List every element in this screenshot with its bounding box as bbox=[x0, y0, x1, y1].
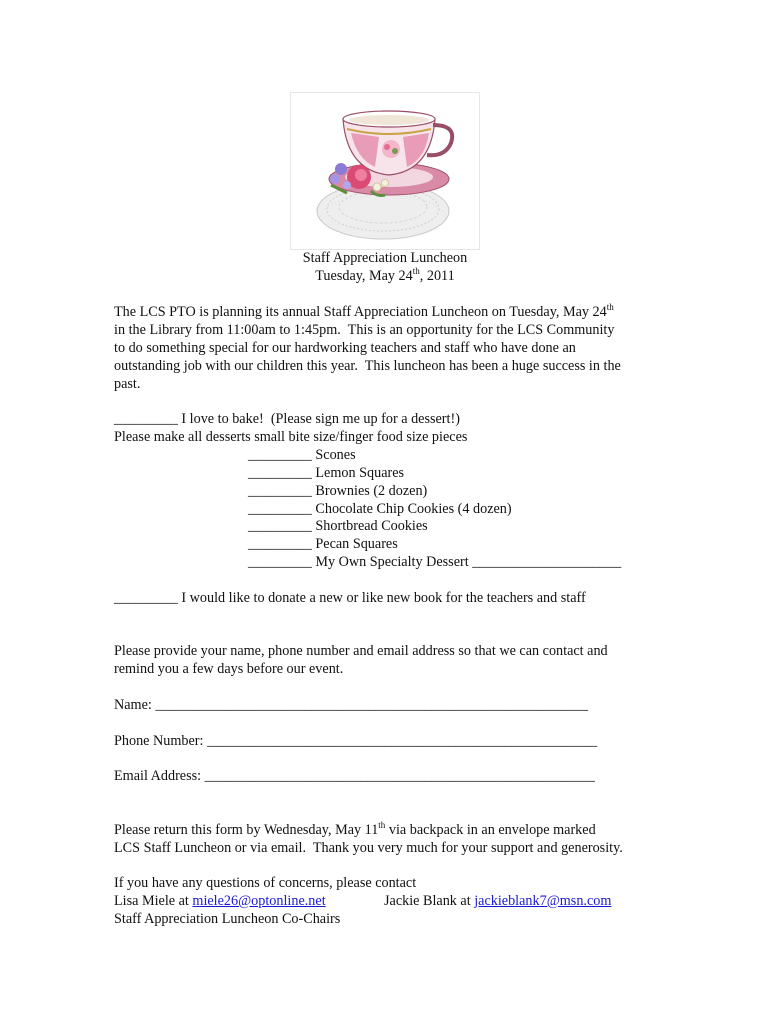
contact-request-line-1: Please provide your name, phone number and email address so that we can contact and bbox=[114, 643, 608, 659]
event-title: Staff Appreciation Luncheon bbox=[302, 250, 468, 266]
jackie-contact bbox=[384, 892, 611, 910]
lisa-contact-label: Lisa Miele at bbox=[114, 893, 193, 909]
teacup-image bbox=[290, 92, 480, 250]
contact-request-line-2: remind you a few days before our event. bbox=[114, 661, 344, 677]
return-line-1-text: Please return this form by Wednesday, May 11 bbox=[114, 822, 379, 838]
bake-note: Please make all desserts small bite size/finger food size pieces bbox=[114, 429, 468, 445]
co-chairs-line: Staff Appreciation Luncheon Co-Chairs bbox=[114, 911, 341, 927]
event-date-year: , 2011 bbox=[419, 268, 455, 284]
lisa-email-link[interactable]: miele26@optonline.net bbox=[192, 893, 326, 909]
questions-line: If you have any questions of concerns, please contact bbox=[114, 875, 417, 891]
intro-line-3: to do something special for our hardworking teachers and staff who have done an bbox=[114, 340, 576, 356]
name-field[interactable]: Name: _____________________________________________________________ bbox=[114, 697, 589, 713]
email-field[interactable]: Email Address: _______________________________________________________ bbox=[114, 768, 595, 784]
dessert-item-specialty[interactable]: _________ My Own Specialty Dessert _____________________ bbox=[248, 554, 622, 570]
intro-line-5: past. bbox=[114, 376, 141, 392]
phone-field[interactable]: Phone Number: _______________________________________________________ bbox=[114, 733, 598, 749]
return-line-1-end: via backpack in an envelope marked bbox=[385, 822, 596, 838]
jackie-email-link[interactable]: jackieblank7@msn.com bbox=[474, 893, 612, 909]
lisa-contact bbox=[114, 892, 326, 910]
event-date-main: Tuesday, May 24 bbox=[315, 268, 413, 284]
dessert-item-brownies[interactable]: _________ Brownies (2 dozen) bbox=[248, 483, 428, 499]
event-date-suffix: th bbox=[412, 266, 420, 276]
event-date bbox=[0, 267, 770, 285]
dessert-item-shortbread-cookies[interactable]: _________ Shortbread Cookies bbox=[248, 518, 428, 534]
intro-line-1-suffix: th bbox=[606, 302, 614, 312]
dessert-item-chocolate-chip-cookies[interactable]: _________ Chocolate Chip Cookies (4 dozen) bbox=[248, 501, 512, 517]
bake-signup-label: I love to bake! (Please sign me up for a dessert!) bbox=[177, 411, 460, 427]
intro-line-1 bbox=[114, 303, 614, 321]
intro-line-2: in the Library from 11:00am to 1:45pm. This is an opportunity for the LCS Community bbox=[114, 322, 615, 338]
return-line-2: LCS Staff Luncheon or via email. Thank you very much for your support and generosity. bbox=[114, 840, 623, 856]
dessert-item-scones[interactable]: _________ Scones bbox=[248, 447, 356, 463]
return-line-1 bbox=[114, 821, 596, 839]
donate-book-line[interactable]: _________ I would like to donate a new or like new book for the teachers and staff bbox=[114, 590, 586, 606]
teacup-with-flowers-on-doily-icon bbox=[291, 93, 479, 249]
bake-signup bbox=[114, 410, 460, 428]
bake-signup-blank[interactable]: _________ bbox=[114, 411, 178, 427]
intro-line-1-text: The LCS PTO is planning its annual Staff Appreciation Luncheon on Tuesday, May 24 bbox=[114, 304, 607, 320]
dessert-item-pecan-squares[interactable]: _________ Pecan Squares bbox=[248, 536, 398, 552]
jackie-contact-label: Jackie Blank at bbox=[384, 893, 475, 909]
return-line-1-suffix: th bbox=[378, 820, 386, 830]
dessert-item-lemon-squares[interactable]: _________ Lemon Squares bbox=[248, 465, 405, 481]
intro-line-4: outstanding job with our children this year. This luncheon has been a huge success in the bbox=[114, 358, 621, 374]
